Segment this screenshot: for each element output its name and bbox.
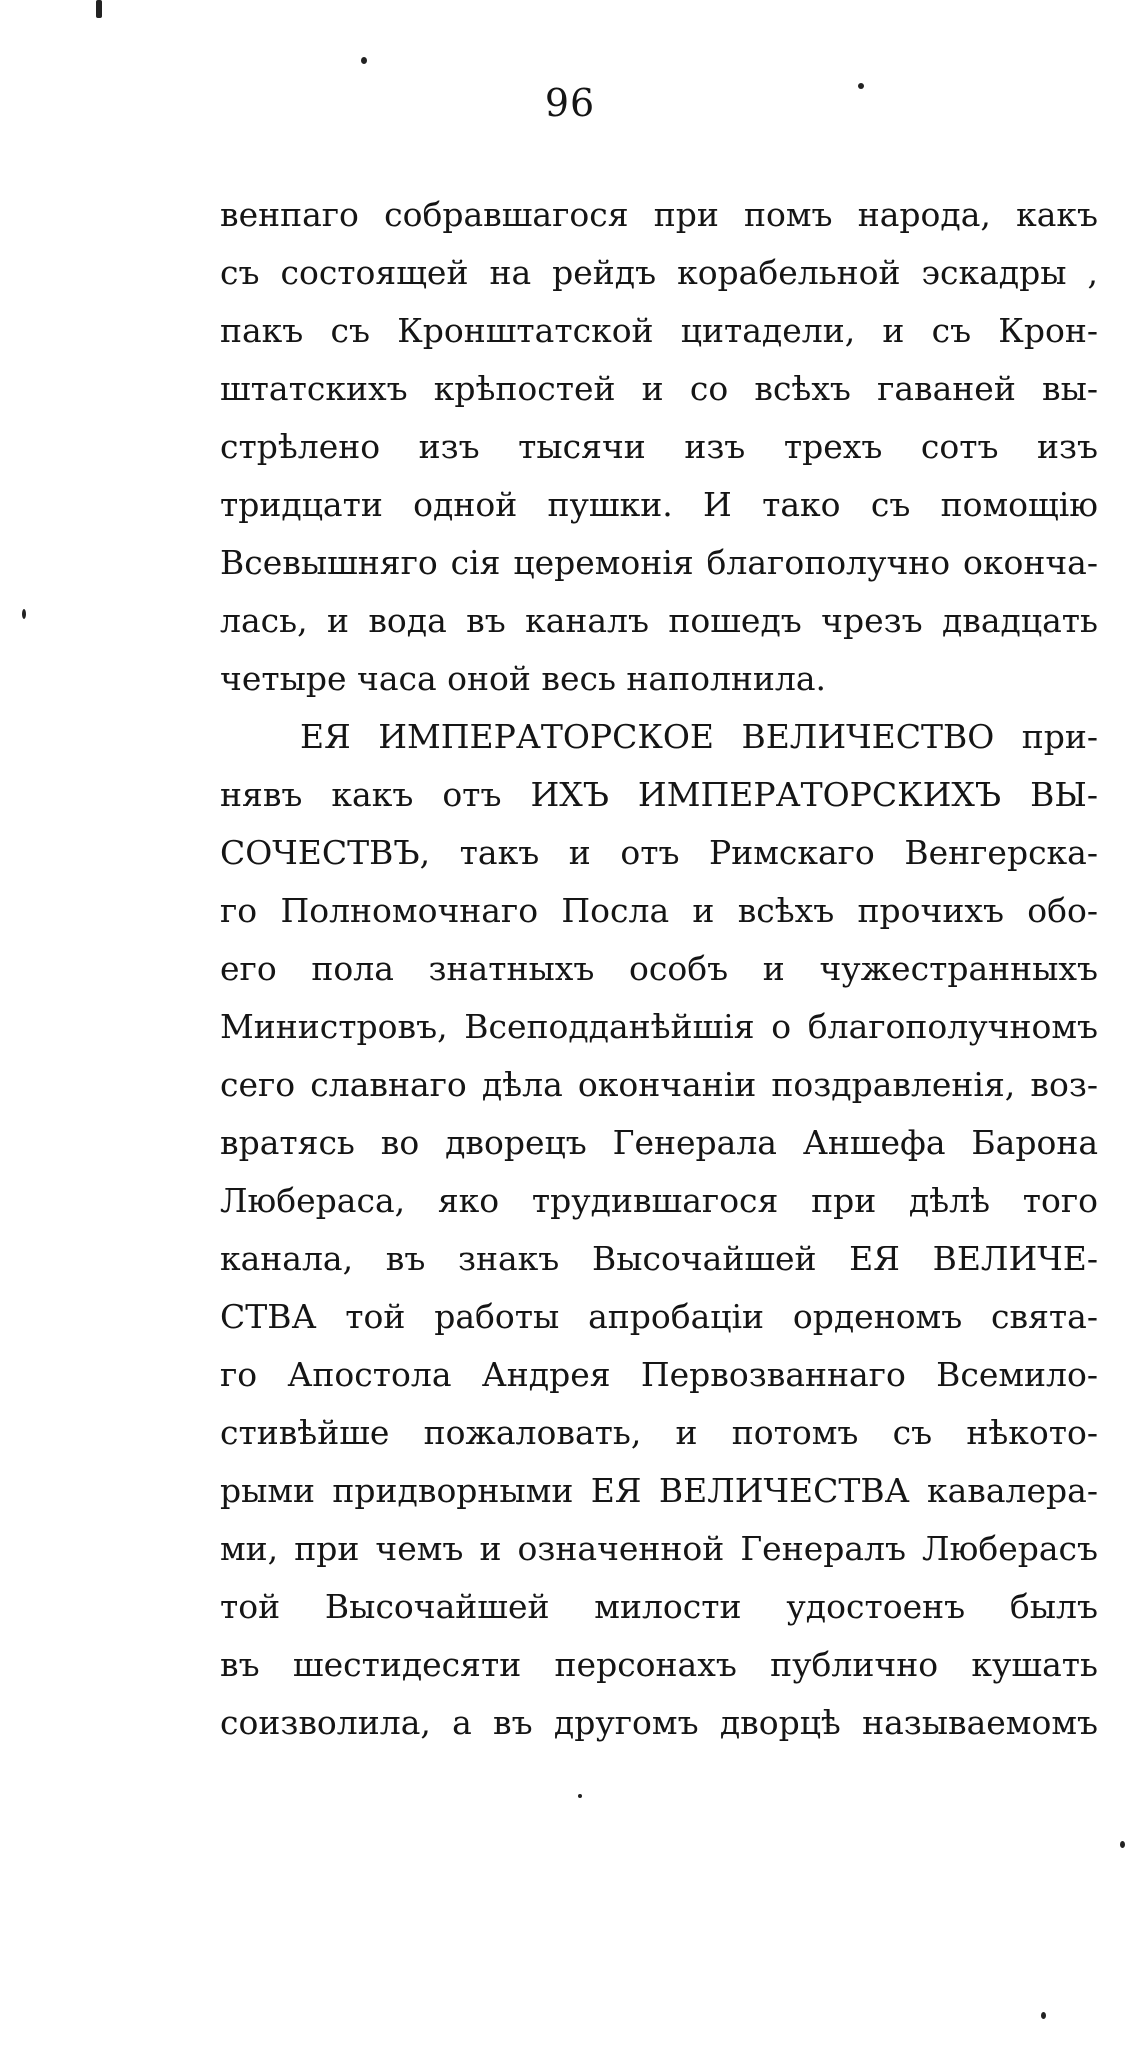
text-line: пакъ съ Кронштатской цитадели, и съ Крон- bbox=[220, 311, 1098, 350]
text-line: тридцати одной пушки. И тако съ помощію bbox=[220, 485, 1098, 524]
body-text bbox=[220, 186, 1098, 1752]
text-line: Любераса, яко трудившагося при дѣлѣ того bbox=[220, 1181, 1098, 1220]
text-line: Министровъ, Всеподданѣйшія о благополучномъ bbox=[220, 1007, 1098, 1046]
scan-speck bbox=[22, 609, 26, 619]
text-line: штатскихъ крѣпостей и со всѣхъ гаваней вы- bbox=[220, 369, 1098, 408]
text-line: въ шестидесяти персонахъ публично кушать bbox=[220, 1645, 1098, 1684]
text-line: вратясь во дворецъ Генерала Аншефа Барона bbox=[220, 1123, 1098, 1162]
scan-speck bbox=[858, 83, 864, 89]
text-line: го Полномочнаго Посла и всѣхъ прочихъ обо- bbox=[220, 891, 1098, 930]
scan-speck bbox=[96, 0, 102, 18]
text-line: канала, въ знакъ Высочайшей ЕЯ ВЕЛИЧЕ- bbox=[220, 1239, 1098, 1278]
paragraph-end-line: четыре часа оной весь наполнила. bbox=[220, 659, 827, 698]
text-line: Всевышняго сія церемонія благополучно оконча- bbox=[220, 543, 1098, 582]
text-line: нявъ какъ отъ ИХЪ ИМПЕРАТОРСКИХЪ ВЫ- bbox=[220, 775, 1098, 814]
scan-speck bbox=[1041, 2012, 1046, 2019]
text-line: рыми придворными ЕЯ ВЕЛИЧЕСТВА кавалера- bbox=[220, 1471, 1098, 1510]
scan-speck bbox=[578, 1794, 582, 1798]
text-line: лась, и вода въ каналъ пошедъ чрезъ двадцать bbox=[220, 601, 1098, 640]
text-line: го Апостола Андрея Первозваннаго Всемило- bbox=[220, 1355, 1098, 1394]
page-number: 96 bbox=[544, 81, 596, 125]
text-line: сего славнаго дѣла окончаніи поздравленія, воз- bbox=[220, 1065, 1098, 1104]
text-line: его пола знатныхъ особъ и чужестранныхъ bbox=[220, 949, 1098, 988]
text-line: стрѣлено изъ тысячи изъ трехъ сотъ изъ bbox=[220, 427, 1098, 466]
scan-speck bbox=[361, 57, 367, 64]
text-line: ми, при чемъ и означенной Генералъ Люберасъ bbox=[220, 1529, 1098, 1568]
paragraph-start-line: ЕЯ ИМПЕРАТОРСКОЕ ВЕЛИЧЕСТВО при- bbox=[300, 717, 1098, 756]
text-line: соизволила, а въ другомъ дворцѣ называемомъ bbox=[220, 1703, 1098, 1742]
text-line: венпаго собравшагося при помъ народа, какъ bbox=[220, 195, 1098, 234]
text-line: съ состоящей на рейдъ корабельной эскадры , bbox=[220, 253, 1098, 292]
text-line: стивѣйше пожаловать, и потомъ съ нѣкото- bbox=[220, 1413, 1098, 1452]
text-line: СОЧЕСТВЪ, такъ и отъ Римскаго Венгерска- bbox=[220, 833, 1098, 872]
scan-speck bbox=[1120, 1841, 1125, 1848]
text-line: той Высочайшей милости удостоенъ былъ bbox=[220, 1587, 1098, 1626]
text-line: СТВА той работы апробаціи орденомъ свята- bbox=[220, 1297, 1098, 1336]
